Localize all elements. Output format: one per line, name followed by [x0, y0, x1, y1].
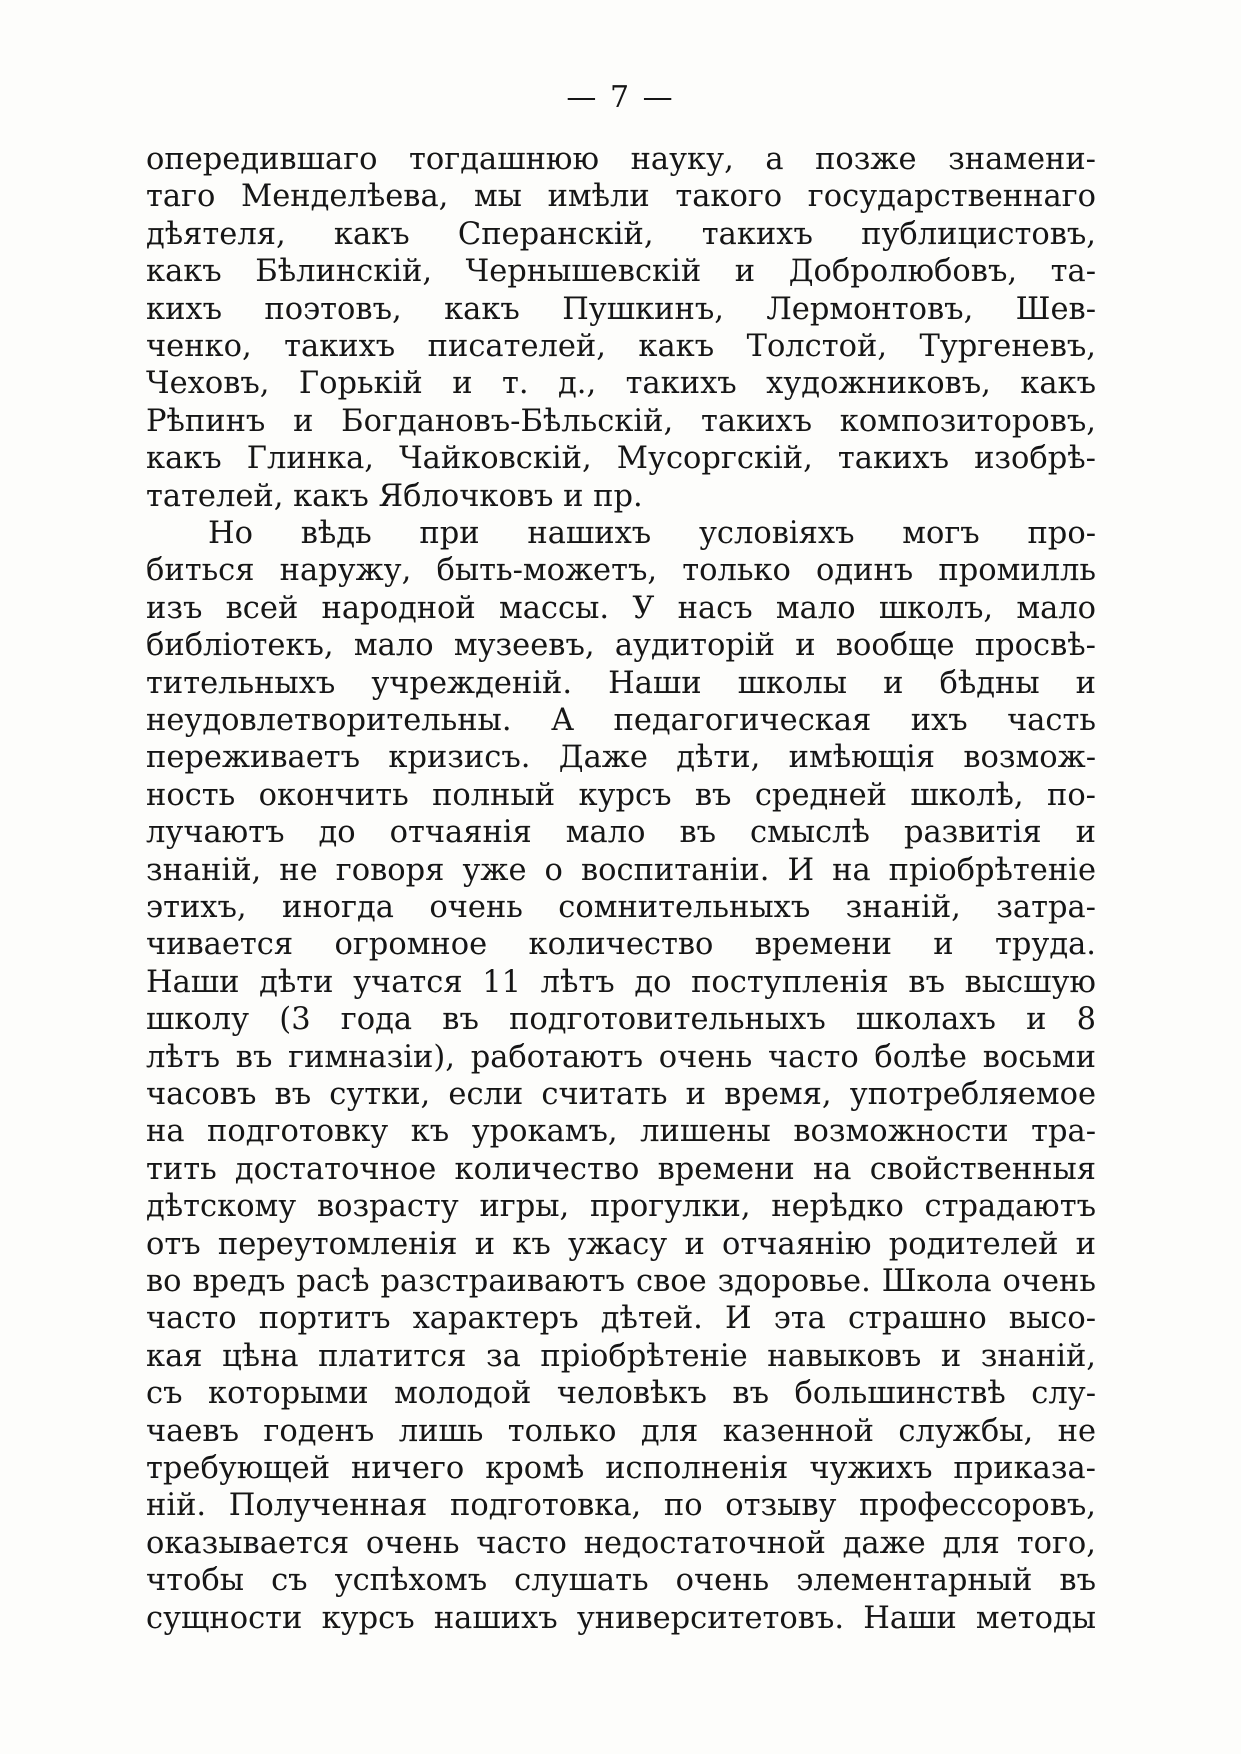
text-line: лучаютъ до отчаянія мало въ смыслѣ развитія и — [146, 815, 1096, 851]
text-line: биться наружу, быть-можетъ, только одинъ промилль — [146, 553, 1096, 589]
text-line: чтобы съ успѣхомъ слушать очень элементарный въ — [146, 1563, 1096, 1599]
text-line: отъ переутомленія и къ ужасу и отчаянію родителей и — [146, 1226, 1096, 1262]
text-line: чаевъ годенъ лишь только для казенной службы, не — [146, 1413, 1096, 1449]
text-line: тительныхъ учрежденій. Наши школы и бѣдны и — [146, 665, 1096, 701]
text-line: какъ Глинка, Чайковскій, Мусоргскій, такихъ изобрѣ- — [146, 441, 1096, 477]
text-line: требующей ничего кромѣ исполненія чужихъ приказа- — [146, 1451, 1096, 1486]
text-line: часто портитъ характеръ дѣтей. И эта страшно высо- — [146, 1301, 1096, 1337]
text-line: съ которыми молодой человѣкъ въ большинствѣ слу- — [146, 1376, 1096, 1412]
text-line: опередившаго тогдашнюю науку, а позже знамени- — [146, 142, 1096, 177]
text-line: Но вѣдь при нашихъ условіяхъ могъ про- — [208, 516, 1096, 551]
text-line: ченко, такихъ писателей, какъ Толстой, Тургеневъ, — [146, 329, 1096, 364]
text-line: изъ всей народной массы. У насъ мало школъ, мало — [146, 590, 1096, 626]
text-line: Наши дѣти учатся 11 лѣтъ до поступленія въ высшую — [146, 964, 1096, 1000]
text-line: неудовлетворительны. А педагогическая ихъ часть — [146, 703, 1096, 738]
text-line: дѣтскому возрасту игры, прогулки, нерѣдко страдаютъ — [146, 1189, 1096, 1225]
text-line: кихъ поэтовъ, какъ Пушкинъ, Лермонтовъ, Шев- — [146, 291, 1096, 327]
text-line: библіотекъ, мало музеевъ, аудиторій и вообще просвѣ- — [146, 628, 1096, 664]
text-line: ность окончить полный курсъ въ средней школѣ, по- — [146, 777, 1096, 813]
text-line: Чеховъ, Горькій и т. д., такихъ художниковъ, какъ — [146, 366, 1096, 402]
text-line: школу (3 года въ подготовительныхъ школахъ и 8 — [146, 1002, 1096, 1038]
text-line: Рѣпинъ и Богдановъ-Бѣльскій, такихъ композиторовъ, — [146, 403, 1096, 439]
text-line: тить достаточное количество времени на свойственныя — [146, 1151, 1096, 1187]
text-line: оказывается очень часто недостаточной даже для того, — [146, 1525, 1096, 1561]
text-line: лѣтъ въ гимназіи), работаютъ очень часто болѣе восьми — [146, 1039, 1096, 1075]
text-line: ній. Полученная подготовка, по отзыву профессоровъ, — [146, 1488, 1096, 1524]
page-number: — 7 — — [566, 80, 675, 115]
text-line: дѣятеля, какъ Сперанскій, такихъ публицистовъ, — [146, 216, 1096, 252]
text-line: сущности курсъ нашихъ университетовъ. Наши методы — [146, 1600, 1096, 1636]
text-line: знаній, не говоря уже о воспитаніи. И на пріобрѣтеніе — [146, 852, 1096, 888]
text-line: часовъ въ сутки, если считать и время, употребляемое — [146, 1077, 1096, 1112]
text-line: на подготовку къ урокамъ, лишены возможности тра- — [146, 1114, 1096, 1150]
text-line: тателей, какъ Яблочковъ и пр. — [146, 478, 643, 514]
text-line: во вредъ расѣ разстраиваютъ свое здоровье. Школа очень — [146, 1264, 1096, 1299]
text-line: переживаетъ кризисъ. Даже дѣти, имѣющія возмож- — [146, 740, 1096, 776]
text-line: таго Менделѣева, мы имѣли такого государственнаго — [146, 179, 1096, 215]
text-line: кая цѣна платится за пріобрѣтеніе навыковъ и знаній, — [146, 1338, 1096, 1374]
text-line: этихъ, иногда очень сомнительныхъ знаній, затра- — [146, 890, 1096, 925]
text-line: какъ Бѣлинскій, Чернышевскій и Добролюбовъ, та- — [146, 254, 1096, 290]
text-line: чивается огромное количество времени и труда. — [146, 927, 1096, 963]
